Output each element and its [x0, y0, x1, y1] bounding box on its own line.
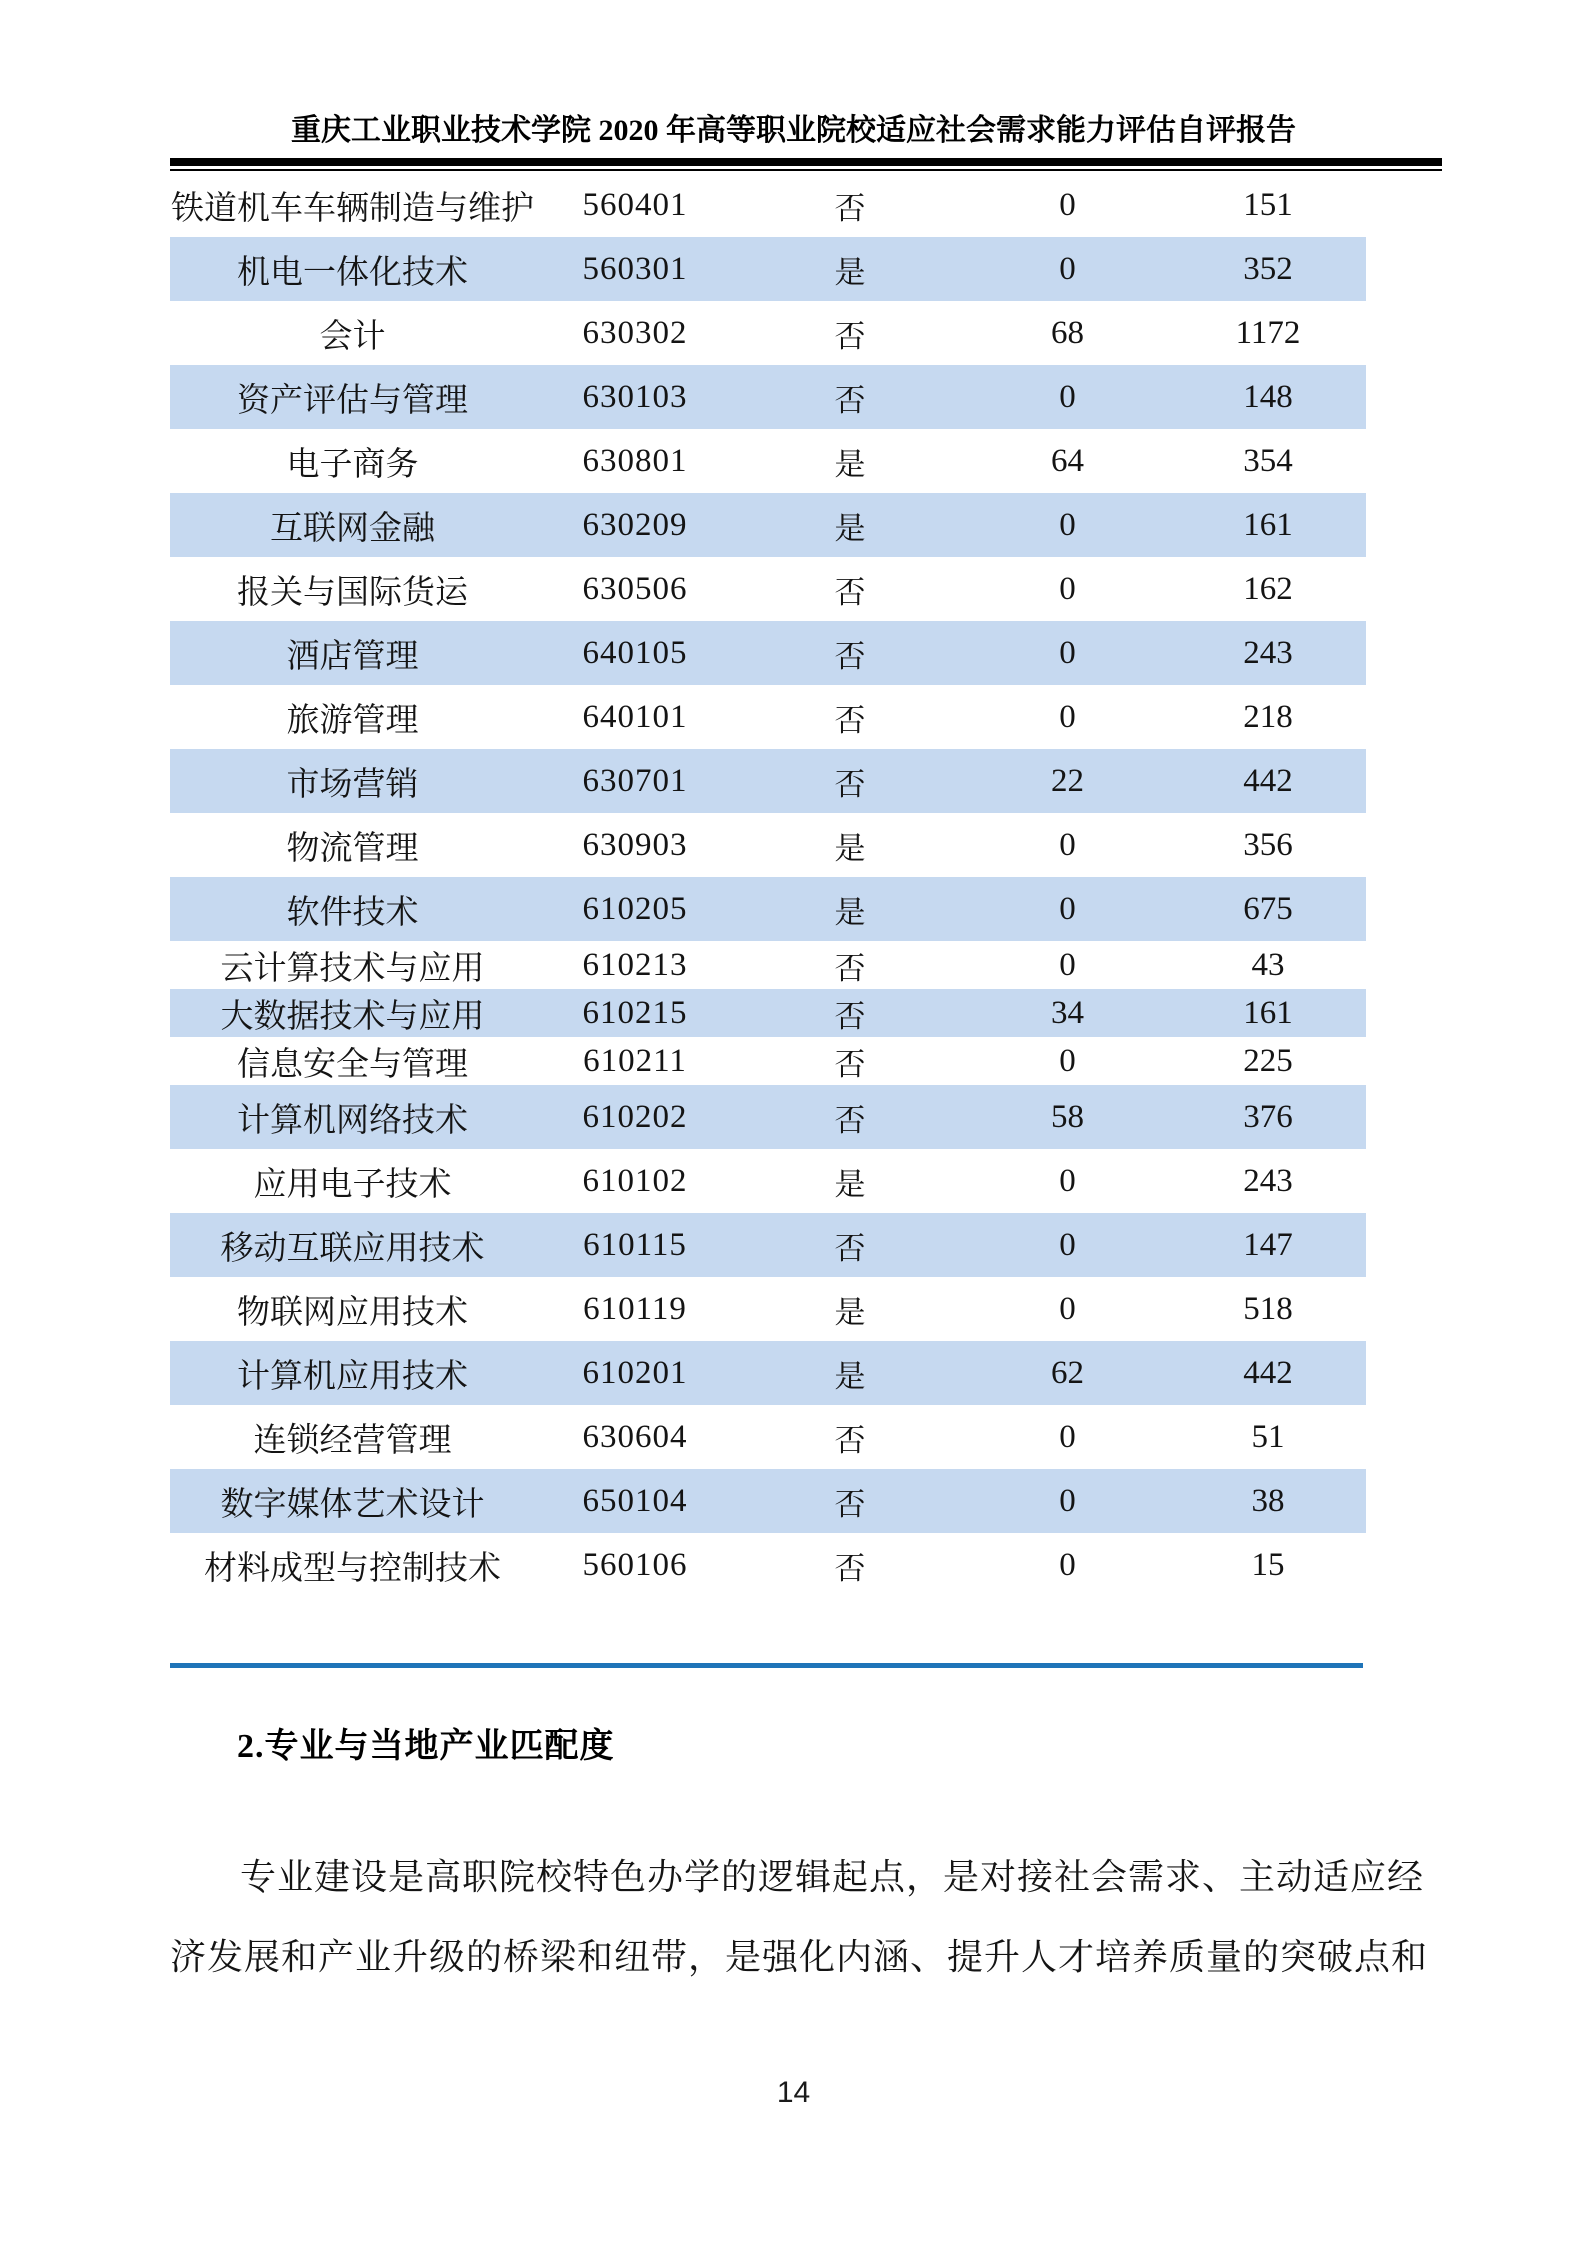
- table-row: [170, 989, 1366, 1037]
- table-row: [170, 1085, 1366, 1149]
- count-b-cell: 675: [1243, 890, 1293, 927]
- yes-no-cell: 否: [834, 382, 866, 418]
- major-code-cell: 630506: [582, 570, 688, 607]
- table-row: [170, 749, 1366, 813]
- major-name-cell: 软件技术: [286, 894, 419, 931]
- major-code-cell: 560106: [582, 1546, 688, 1583]
- yes-no-cell: 否: [834, 1550, 866, 1586]
- major-name-cell: 铁道机车车辆制造与维护: [171, 190, 534, 227]
- yes-no-cell: 否: [834, 950, 866, 986]
- count-b-cell: 43: [1251, 946, 1285, 983]
- table-row: [170, 493, 1366, 557]
- count-a-cell: 0: [1059, 698, 1076, 735]
- yes-no-cell: 否: [834, 1422, 866, 1458]
- count-b-cell: 376: [1243, 1098, 1293, 1135]
- table-row: [170, 429, 1366, 493]
- count-a-cell: 0: [1059, 634, 1076, 671]
- count-b-cell: 161: [1243, 506, 1293, 543]
- major-name-cell: 市场营销: [286, 766, 419, 803]
- count-a-cell: 58: [1051, 1098, 1084, 1135]
- count-b-cell: 243: [1243, 634, 1293, 671]
- table-row: [170, 877, 1366, 941]
- major-code-cell: 610119: [583, 1290, 687, 1327]
- count-b-cell: 354: [1243, 442, 1293, 479]
- major-name-cell: 物流管理: [286, 830, 419, 867]
- paragraph-line-2: 济发展和产业升级的桥梁和纽带，是强化内涵、提升人才培养质量的突破点和: [170, 1937, 1429, 1977]
- major-name-cell: 材料成型与控制技术: [204, 1550, 501, 1587]
- count-a-cell: 68: [1051, 314, 1084, 351]
- count-b-cell: 518: [1243, 1290, 1293, 1327]
- count-b-cell: 147: [1243, 1226, 1293, 1263]
- major-code-cell: 630801: [582, 442, 688, 479]
- yes-no-cell: 是: [834, 1294, 866, 1330]
- count-b-cell: 442: [1243, 762, 1293, 799]
- table-row: [170, 1405, 1366, 1469]
- count-a-cell: 0: [1059, 1042, 1076, 1079]
- major-name-cell: 大数据技术与应用: [220, 998, 485, 1035]
- major-name-cell: 计算机网络技术: [237, 1102, 468, 1139]
- count-a-cell: 0: [1059, 1162, 1076, 1199]
- count-a-cell: 0: [1059, 1418, 1076, 1455]
- major-code-cell: 610205: [582, 890, 688, 927]
- table-row: [170, 1533, 1366, 1597]
- yes-no-cell: 否: [834, 1046, 866, 1082]
- table-row: [170, 365, 1366, 429]
- major-code-cell: 560401: [582, 186, 688, 223]
- yes-no-cell: 是: [834, 446, 866, 482]
- major-code-cell: 610102: [582, 1162, 688, 1199]
- table-row: [170, 1341, 1366, 1405]
- table-row: [170, 621, 1366, 685]
- major-name-cell: 旅游管理: [286, 702, 419, 739]
- table-row: [170, 1469, 1366, 1533]
- count-a-cell: 22: [1051, 762, 1084, 799]
- count-b-cell: 162: [1243, 570, 1293, 607]
- major-code-cell: 560301: [582, 250, 688, 287]
- major-name-cell: 连锁经营管理: [253, 1422, 452, 1459]
- yes-no-cell: 是: [834, 1358, 866, 1394]
- major-name-cell: 移动互联应用技术: [220, 1230, 485, 1267]
- yes-no-cell: 否: [834, 998, 866, 1034]
- count-b-cell: 356: [1243, 826, 1293, 863]
- count-a-cell: 34: [1051, 994, 1084, 1031]
- yes-no-cell: 是: [834, 510, 866, 546]
- major-name-cell: 物联网应用技术: [237, 1294, 468, 1331]
- table-row: [170, 1149, 1366, 1213]
- count-a-cell: 64: [1051, 442, 1084, 479]
- majors-table: [170, 173, 1366, 1597]
- yes-no-cell: 否: [834, 190, 866, 226]
- major-name-cell: 互联网金融: [270, 510, 435, 547]
- major-name-cell: 会计: [319, 318, 386, 355]
- major-code-cell: 610213: [582, 946, 688, 983]
- major-code-cell: 610215: [582, 994, 688, 1031]
- table-row: [170, 557, 1366, 621]
- yes-no-cell: 否: [834, 1486, 866, 1522]
- yes-no-cell: 否: [834, 318, 866, 354]
- page-header-title: 重庆工业职业技术学院 2020 年高等职业院校适应社会需求能力评估自评报告: [291, 114, 1296, 147]
- table-row: [170, 813, 1366, 877]
- count-b-cell: 218: [1243, 698, 1293, 735]
- count-b-cell: 442: [1243, 1354, 1293, 1391]
- table-row: [170, 941, 1366, 989]
- table-row: [170, 685, 1366, 749]
- count-b-cell: 51: [1251, 1418, 1285, 1455]
- major-name-cell: 酒店管理: [286, 638, 419, 675]
- yes-no-cell: 是: [834, 1166, 866, 1202]
- body-paragraph: [170, 1837, 1455, 1997]
- count-b-cell: 1172: [1235, 314, 1301, 351]
- count-b-cell: 151: [1243, 186, 1293, 223]
- count-a-cell: 0: [1059, 1290, 1076, 1327]
- count-a-cell: 0: [1059, 186, 1076, 223]
- count-b-cell: 225: [1243, 1042, 1293, 1079]
- count-a-cell: 0: [1059, 1546, 1076, 1583]
- major-code-cell: 630302: [582, 314, 688, 351]
- yes-no-cell: 否: [834, 638, 866, 674]
- count-b-cell: 148: [1243, 378, 1293, 415]
- major-name-cell: 电子商务: [286, 446, 419, 483]
- count-a-cell: 0: [1059, 890, 1076, 927]
- table-row: [170, 1213, 1366, 1277]
- page-number: 14: [776, 2076, 811, 2109]
- count-b-cell: 352: [1243, 250, 1293, 287]
- count-a-cell: 62: [1051, 1354, 1084, 1391]
- major-name-cell: 计算机应用技术: [237, 1358, 468, 1395]
- count-a-cell: 0: [1059, 1482, 1076, 1519]
- major-name-cell: 数字媒体艺术设计: [220, 1486, 485, 1523]
- major-code-cell: 640101: [582, 698, 688, 735]
- count-b-cell: 38: [1251, 1482, 1285, 1519]
- count-a-cell: 0: [1059, 570, 1076, 607]
- count-b-cell: 243: [1243, 1162, 1293, 1199]
- count-a-cell: 0: [1059, 1226, 1076, 1263]
- major-name-cell: 机电一体化技术: [237, 254, 468, 291]
- section-heading: 2.专业与当地产业匹配度: [237, 1728, 615, 1765]
- major-code-cell: 640105: [582, 634, 688, 671]
- major-code-cell: 610115: [583, 1226, 687, 1263]
- count-a-cell: 0: [1059, 506, 1076, 543]
- table-row: [170, 1037, 1366, 1085]
- table-row: [170, 173, 1366, 237]
- yes-no-cell: 是: [834, 894, 866, 930]
- yes-no-cell: 否: [834, 702, 866, 738]
- count-a-cell: 0: [1059, 378, 1076, 415]
- major-code-cell: 630103: [582, 378, 688, 415]
- paragraph-line-1: 专业建设是高职院校特色办学的逻辑起点，是对接社会需求、主动适应经: [240, 1857, 1425, 1897]
- count-a-cell: 0: [1059, 826, 1076, 863]
- major-code-cell: 630604: [582, 1418, 688, 1455]
- header-rule: [170, 158, 1442, 171]
- yes-no-cell: 否: [834, 1230, 866, 1266]
- yes-no-cell: 否: [834, 766, 866, 802]
- major-code-cell: 630903: [582, 826, 688, 863]
- major-code-cell: 630701: [582, 762, 688, 799]
- table-row: [170, 237, 1366, 301]
- major-code-cell: 610201: [582, 1354, 688, 1391]
- yes-no-cell: 是: [834, 254, 866, 290]
- count-a-cell: 0: [1059, 946, 1076, 983]
- count-b-cell: 161: [1243, 994, 1293, 1031]
- table-row: [170, 301, 1366, 365]
- major-name-cell: 资产评估与管理: [237, 382, 468, 419]
- major-code-cell: 610202: [582, 1098, 688, 1135]
- yes-no-cell: 否: [834, 1102, 866, 1138]
- major-code-cell: 610211: [583, 1042, 687, 1079]
- count-b-cell: 15: [1251, 1546, 1285, 1583]
- major-code-cell: 630209: [582, 506, 688, 543]
- count-a-cell: 0: [1059, 250, 1076, 287]
- yes-no-cell: 是: [834, 830, 866, 866]
- major-name-cell: 报关与国际货运: [237, 574, 468, 611]
- major-name-cell: 应用电子技术: [253, 1166, 452, 1203]
- major-code-cell: 650104: [582, 1482, 688, 1519]
- table-row: [170, 1277, 1366, 1341]
- table-bottom-divider: [170, 1663, 1363, 1668]
- yes-no-cell: 否: [834, 574, 866, 610]
- major-name-cell: 云计算技术与应用: [220, 950, 485, 987]
- major-name-cell: 信息安全与管理: [237, 1046, 468, 1083]
